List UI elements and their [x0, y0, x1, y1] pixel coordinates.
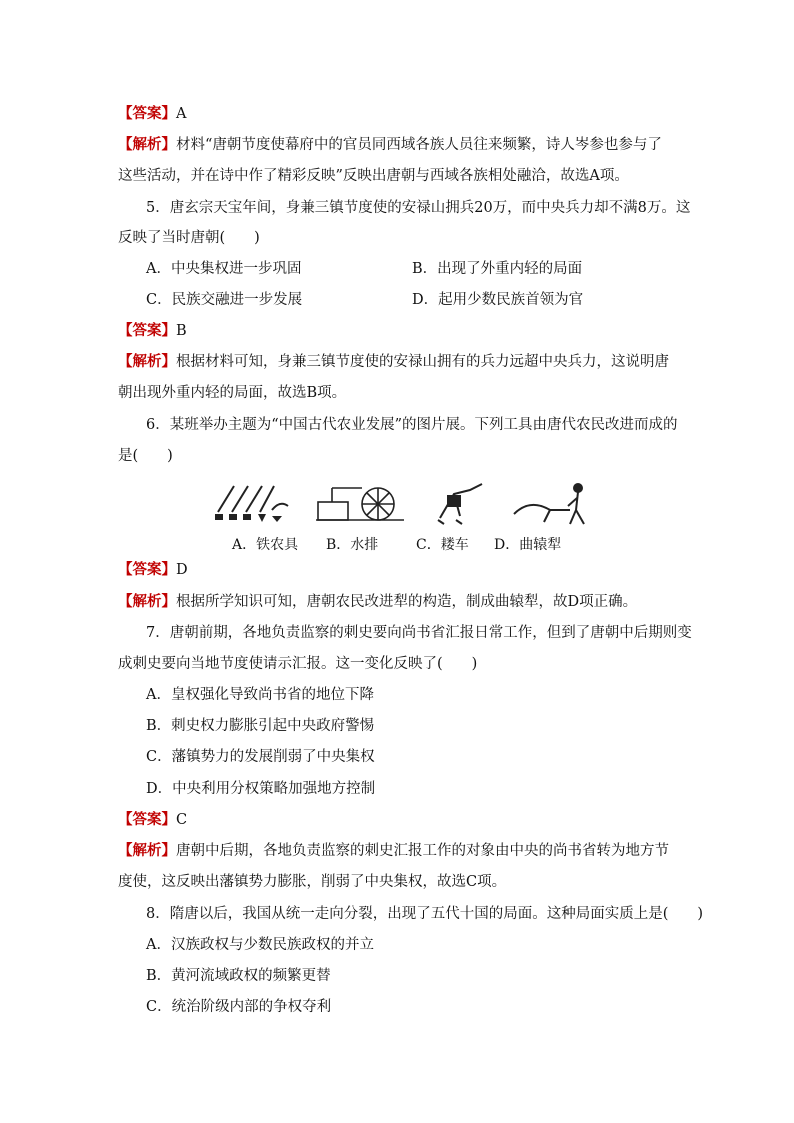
q6-stem-line-2: 是( )	[118, 448, 173, 464]
analysis-text: 根据所学知识可知，唐朝农民改进犁的构造，制成曲辕犁，故D项正确。	[176, 594, 638, 610]
q7-option-d: D．中央利用分权策略加强地方控制	[146, 781, 376, 797]
answer-tag: 【答案】	[118, 105, 176, 122]
q8-option-a: A．汉族政权与少数民族政权的并立	[146, 937, 374, 953]
q7-answer	[118, 810, 187, 830]
iron-tools-icon	[212, 480, 292, 528]
q8-option-b: B．黄河流域政权的频繁更替	[146, 968, 331, 984]
curved-plough-icon	[510, 480, 590, 528]
q7-analysis-line-2: 度使，这反映出藩镇势力膨胀，削弱了中央集权，故选C项。	[118, 874, 507, 890]
analysis-text: 材料“唐朝节度使幕府中的官员同西域各族人员往来频繁，诗人岑参也参与了	[176, 137, 662, 153]
q6-answer	[118, 560, 188, 580]
answer-value: B	[176, 323, 187, 339]
q8-option-c: C．统治阶级内部的争权夺利	[146, 999, 332, 1015]
option-c: C．民族交融进一步发展	[146, 292, 303, 308]
caption-b: B．水排	[326, 537, 379, 553]
q7-option-a: A．皇权强化导致尚书省的地位下降	[146, 687, 374, 703]
caption-c: C．耧车	[416, 537, 469, 553]
seed-drill-icon	[430, 480, 490, 528]
option-a: A．中央集权进一步巩固	[146, 261, 302, 277]
q4-analysis-line-1	[118, 135, 662, 155]
q5-analysis-line-1	[118, 352, 669, 372]
q5-options-row-1	[146, 259, 583, 279]
caption-a: A．铁农具	[232, 537, 299, 553]
analysis-tag: 【解析】	[118, 842, 176, 859]
q7-option-b: B．刺史权力膨胀引起中央政府警惕	[146, 718, 375, 734]
q4-analysis-line-2: 这些活动，并在诗中作了精彩反映”反映出唐朝与西域各族相处融洽，故选A项。	[118, 168, 629, 184]
q4-answer	[118, 104, 186, 124]
answer-tag: 【答案】	[118, 322, 176, 339]
analysis-tag: 【解析】	[118, 353, 176, 370]
answer-tag: 【答案】	[118, 561, 176, 578]
analysis-tag: 【解析】	[118, 593, 176, 610]
analysis-text: 根据材料可知，身兼三镇节度使的安禄山拥有的兵力远超中央兵力，这说明唐	[176, 354, 669, 370]
caption-d: D．曲辕犁	[494, 537, 562, 553]
q5-stem-line-2: 反映了当时唐朝( )	[118, 230, 260, 246]
q5-stem-line-1: 5．唐玄宗天宝年间，身兼三镇节度使的安禄山拥兵20万，而中央兵力却不满8万。这	[146, 200, 691, 216]
answer-value: D	[176, 562, 188, 578]
option-b: B．出现了外重内轻的局面	[412, 261, 583, 277]
analysis-text: 唐朝中后期，各地负责监察的刺史汇报工作的对象由中央的尚书省转为地方节	[176, 843, 669, 859]
q7-stem-line-2: 成刺史要向当地节度使请示汇报。这一变化反映了( )	[118, 656, 478, 672]
answer-value: A	[176, 106, 187, 122]
q5-analysis-line-2: 朝出现外重内轻的局面，故选B项。	[118, 385, 347, 401]
answer-value: C	[176, 812, 188, 828]
q6-tool-images	[212, 480, 592, 528]
q5-answer	[118, 321, 187, 341]
q7-option-c: C．藩镇势力的发展削弱了中央集权	[146, 749, 375, 765]
q7-stem-line-1: 7．唐朝前期，各地负责监察的刺史要向尚书省汇报日常工作，但到了唐朝中后期则变	[146, 625, 692, 641]
water-bellows-icon	[312, 480, 408, 528]
q6-stem-line-1: 6．某班举办主题为“中国古代农业发展”的图片展。下列工具由唐代农民改进而成的	[146, 417, 678, 433]
q8-stem-line-1: 8．隋唐以后，我国从统一走向分裂，出现了五代十国的局面。这种局面实质上是( )	[146, 906, 704, 922]
q6-analysis-line-1	[118, 592, 637, 612]
option-d: D．起用少数民族首领为官	[412, 292, 584, 308]
answer-tag: 【答案】	[118, 811, 176, 828]
q7-analysis-line-1	[118, 841, 669, 861]
q5-options-row-2	[146, 290, 584, 310]
analysis-tag: 【解析】	[118, 136, 176, 153]
